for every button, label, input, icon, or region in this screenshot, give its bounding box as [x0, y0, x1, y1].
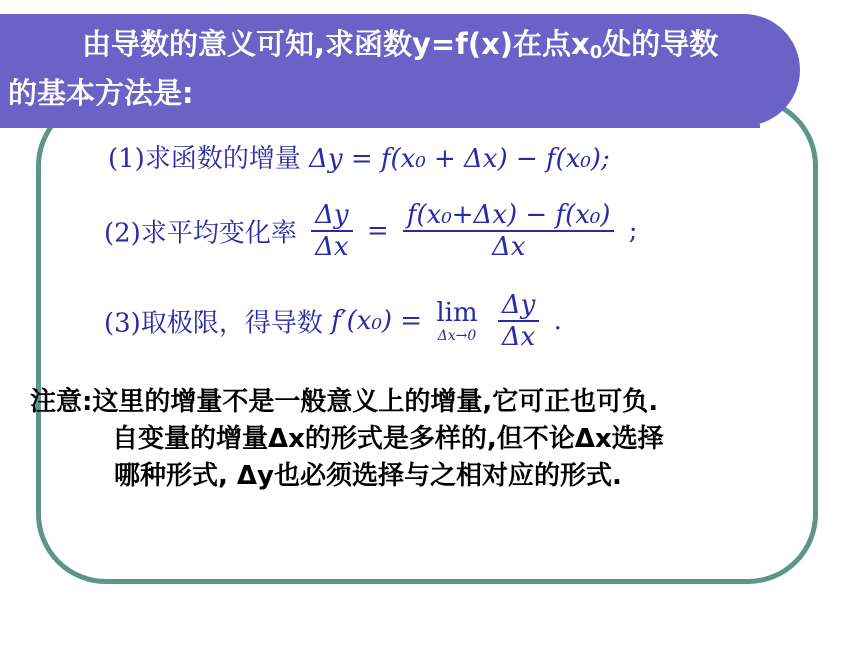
- slide-title: [8, 24, 798, 114]
- step-2-equals: =: [366, 216, 389, 246]
- step-1: [108, 138, 610, 175]
- step-2-num-right: f(x₀+Δx) − f(x₀): [406, 200, 611, 230]
- step-2-end: ;: [628, 216, 638, 246]
- note-line1: 注意:这里的增量不是一般意义上的增量,它可正也可负.: [30, 387, 659, 417]
- title-underline: [0, 124, 760, 128]
- note-block: [30, 384, 850, 495]
- title-line1: 由导数的意义可知,求函数y=f(x)在点x: [82, 27, 590, 61]
- step-2-label: (2)求平均变化率: [104, 218, 297, 249]
- step-3-lhs: f′(x₀) =: [331, 306, 423, 336]
- step-3-end: .: [553, 306, 562, 336]
- step-3-label: (3)取极限，得导数: [104, 308, 323, 339]
- note-line2: 自变量的增量Δx的形式是多样的,但不论Δx选择: [112, 424, 664, 454]
- step-3-den: Δx: [498, 320, 539, 352]
- step-3-num: Δy: [501, 290, 536, 320]
- step-2-num-left: Δy: [315, 200, 349, 230]
- step-2-den-left: Δx: [311, 230, 352, 262]
- step-1-label: (1)求函数的增量: [108, 144, 301, 174]
- step-3-fraction: [498, 290, 539, 352]
- step-1-expression: Δy = f(x₀ + Δx) − f(x₀);: [309, 144, 610, 174]
- step-3: [104, 290, 562, 352]
- title-line1-end: 处的导数: [602, 27, 719, 61]
- step-3-lim-word: lim: [436, 298, 478, 328]
- step-3-limit: [436, 298, 477, 344]
- title-line2: 的基本方法是:: [8, 76, 194, 110]
- step-2-fraction-left: [311, 200, 352, 262]
- step-3-lim-under: Δx→0: [437, 328, 477, 344]
- note-line3: 哪种形式, Δy也必须选择与之相对应的形式.: [114, 461, 622, 491]
- step-2-den-right: Δx: [403, 230, 615, 262]
- step-2-fraction-right: [403, 200, 615, 262]
- step-2: [104, 200, 637, 262]
- title-subscript: 0: [589, 42, 603, 63]
